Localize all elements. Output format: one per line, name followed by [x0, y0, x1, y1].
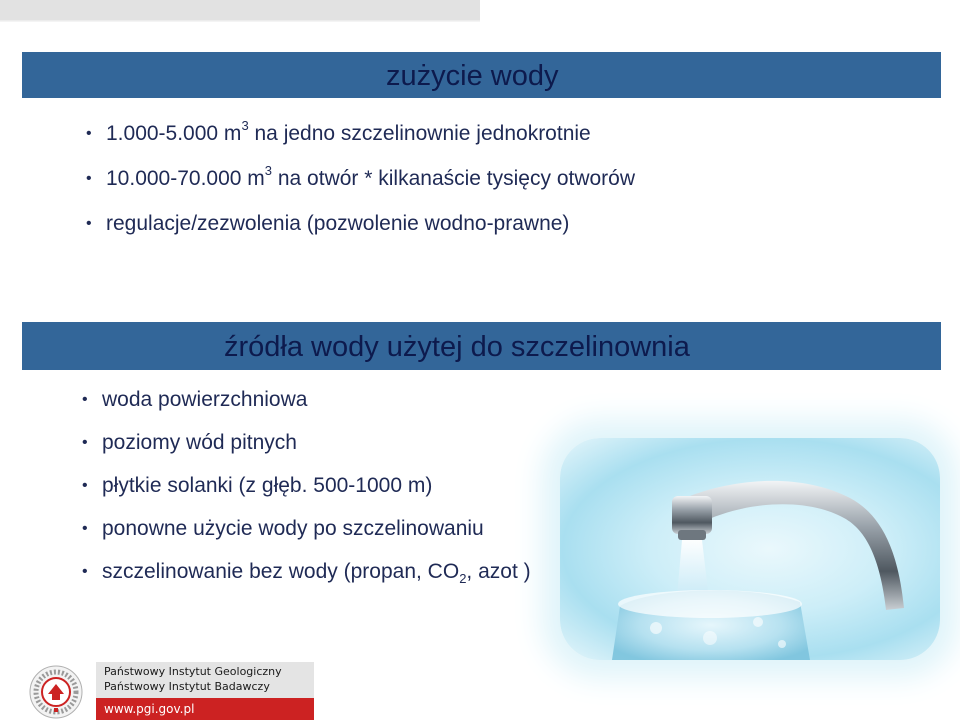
footer-institute-name: Państwowy Instytut Geologiczny: [104, 665, 282, 678]
list-item: • poziomy wód pitnych: [82, 431, 531, 455]
list-item: • regulacje/zezwolenia (pozwolenie wodno-prawne): [86, 212, 635, 236]
list-item: • 1.000-5.000 $m^3$ na jedno szczelinownie jednokrotnie: [86, 122, 635, 146]
title-bar: [22, 52, 941, 98]
list-item: • szczelinowanie bez wody (propan, $CO_2$, azot ): [82, 560, 531, 584]
section-title: źródła wody użytej do szczelinownia: [224, 331, 690, 363]
pgi-logo: [28, 664, 84, 720]
top-strip-tab: [0, 0, 480, 21]
list-item: • woda powierzchniowa: [82, 388, 531, 412]
footer-url-link[interactable]: www.pgi.gov.pl: [104, 702, 195, 716]
water-tap-image: [560, 438, 940, 660]
list-item: • płytkie solanki (z głęb. 500-1000 m): [82, 474, 531, 498]
section-bar: [22, 322, 941, 370]
footer-institute-subtitle: Państwowy Instytut Badawczy: [104, 680, 270, 693]
section-bullet-list: [82, 388, 531, 603]
list-item: • 10.000-70.000 $m^3$ na otwór * kilkanaście tysięcy otworów: [86, 167, 635, 191]
list-item: • ponowne użycie wody po szczelinowaniu: [82, 517, 531, 541]
main-bullet-list: [86, 118, 636, 257]
water-tap-illustration: [560, 438, 940, 660]
slide-title: zużycie wody: [386, 60, 559, 92]
